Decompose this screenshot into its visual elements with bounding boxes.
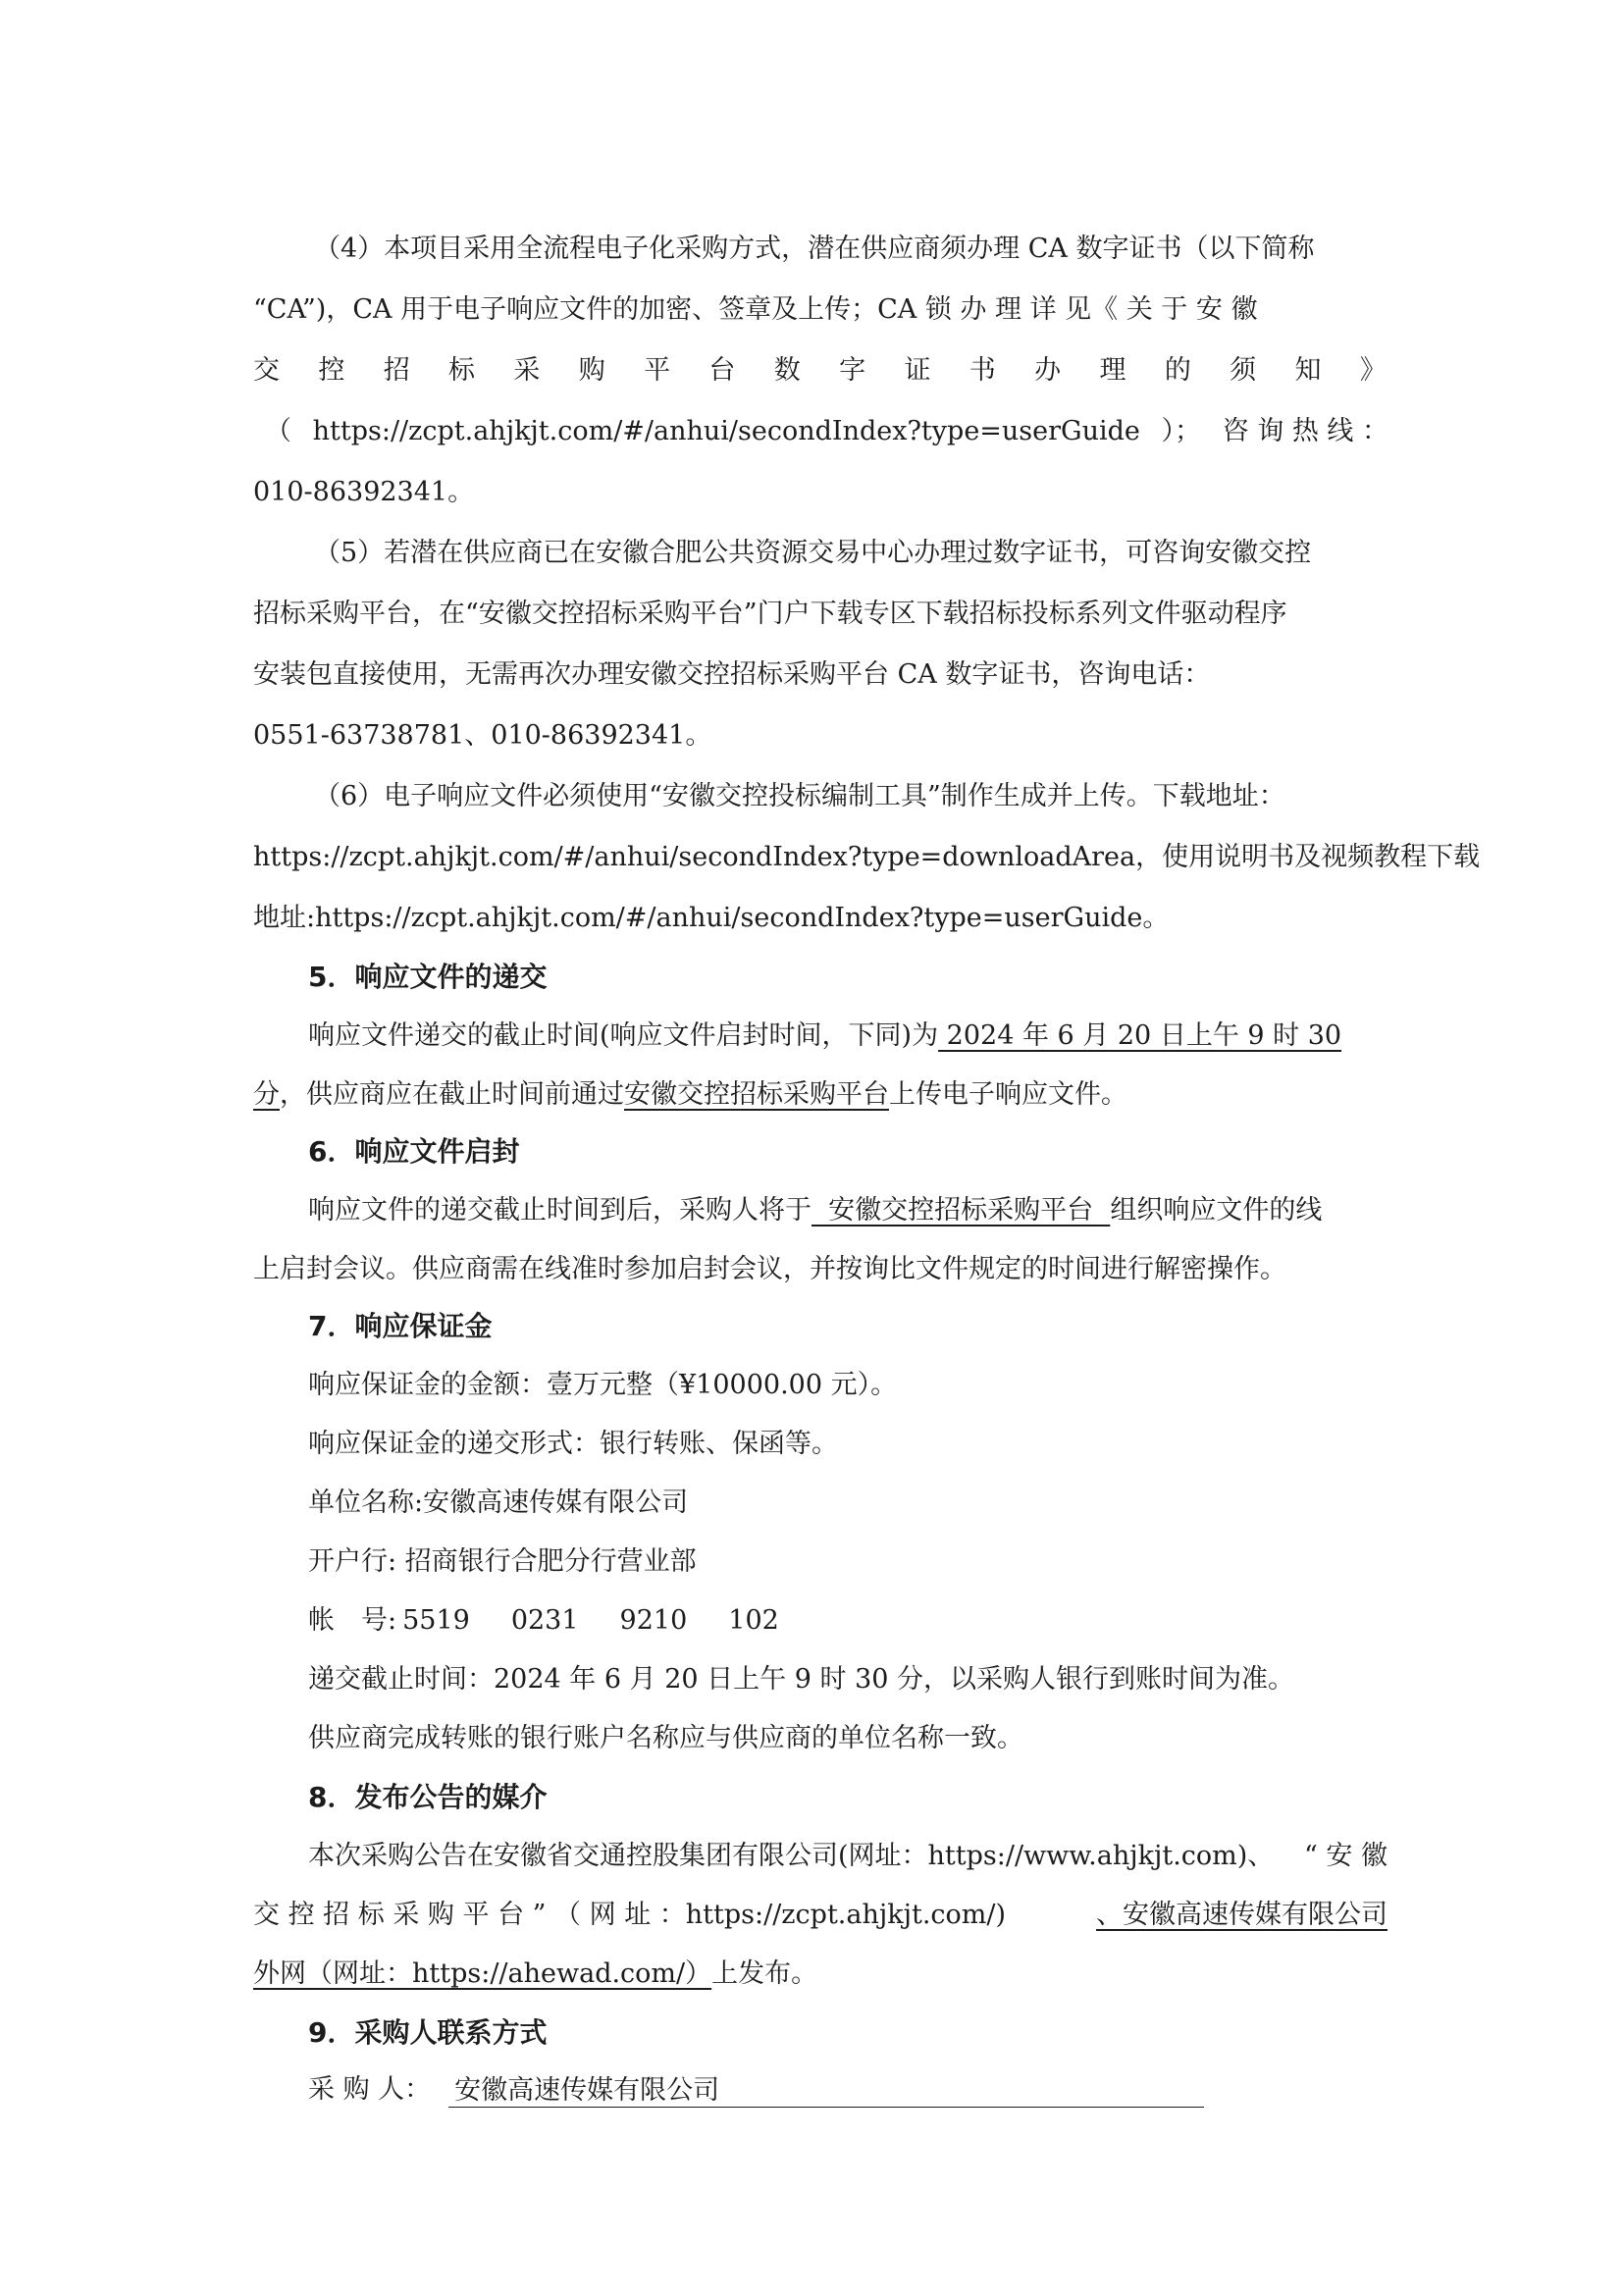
p5-line-2: 招标采购平台，在“安徽交控招标采购平台”门户下载专区下载招标投标系列文件驱动程序 (253, 599, 1287, 629)
p4-line-3-char: 平 (644, 355, 671, 386)
p4-line-3-char: 知 (1294, 355, 1322, 386)
p4-line-3-char: 证 (904, 355, 931, 386)
p4-line-1: （4）本项目采用全流程电子化采购方式，潜在供应商须办理 CA 数字证书（以下简称 (314, 234, 1315, 264)
s8-line-3-tail: 上发布。 (711, 1958, 818, 1989)
p4-line-3-char: 字 (839, 355, 866, 386)
p4-line-4-open: （ (265, 416, 291, 446)
deposit-amount: 响应保证金的金额：壹万元整（¥10000.00 元）。 (308, 1370, 898, 1400)
p4-line-3-char: 采 (513, 355, 541, 386)
s8-line-1 (308, 1839, 1387, 1874)
s6-line-1 (308, 1193, 1322, 1228)
user-guide-url[interactable]: https://zcpt.ahjkjt.com/#/anhui/secondIndex?type=userGuide (312, 416, 1140, 446)
s6-line-1-text: 响应文件的递交截止时间到后，采购人将于 (308, 1195, 812, 1226)
p4-line-3-char: 交 (253, 355, 280, 386)
deposit-form: 响应保证金的递交形式：银行转账、保函等。 (308, 1429, 838, 1459)
p4-line-3-char: 控 (318, 355, 345, 386)
purchaser-row (308, 2072, 1204, 2108)
p4-line-3-char: 理 (1099, 355, 1126, 386)
ahewad-url[interactable]: 外网（网址：https://ahewad.com/） (253, 1958, 712, 1989)
p5-line-4: 0551-63738781、010-86392341。 (253, 720, 712, 751)
p4-line-3-char: 办 (1034, 355, 1062, 386)
p4-line-3-char: 须 (1230, 355, 1257, 386)
s5-line-1 (308, 1018, 1341, 1054)
section-9-heading: 9．采购人联系方式 (308, 2016, 548, 2049)
p4-line-3-char: 招 (383, 355, 410, 386)
p4-line-3-char: 书 (969, 355, 996, 386)
hotline-label: 咨 询 热 线 ： (1222, 416, 1388, 446)
s6-line-1-tail: 组织响应文件的线 (1110, 1195, 1323, 1226)
s8-line-3 (253, 1957, 817, 1992)
p6-line-1: （6）电子响应文件必须使用“安徽交控投标编制工具”制作生成并上传。下载地址： (314, 781, 1285, 811)
deposit-note: 供应商完成转账的银行账户名称应与供应商的单位名称一致。 (308, 1723, 1023, 1753)
s5-line-2-tail: 上传电子响应文件。 (889, 1079, 1127, 1110)
p5-line-1: （5）若潜在供应商已在安徽合肥公共资源交易中心办理过数字证书，可咨询安徽交控 (314, 538, 1312, 568)
purchaser-label: 采 购 人： (308, 2074, 432, 2105)
account-number (308, 1603, 820, 1639)
opening-platform: 安徽交控招标采购平台 (812, 1195, 1111, 1226)
p4-line-5: 010-86392341。 (253, 477, 475, 507)
p4-line-2: “CA”)，CA 用于电子响应文件的加密、签章及上传；CA 锁 办 理 详 见《 关 于 安 徽 (253, 294, 1258, 325)
s6-line-2: 上启封会议。供应商需在线准时参加启封会议，并按询比文件规定的时间进行解密操作。 (253, 1254, 1286, 1284)
bank-name: 开户行: 招商银行合肥分行营业部 (308, 1546, 697, 1577)
account-part-1: 5519 (402, 1605, 470, 1636)
ahewad-company: 、安徽高速传媒有限公司 (1096, 1900, 1387, 1930)
p6-line-3: 地址:https://zcpt.ahjkjt.com/#/anhui/secondIndex?type=userGuide。 (253, 903, 1170, 933)
p5-line-3: 安装包直接使用，无需再次办理安徽交控招标采购平台 CA 数字证书，咨询电话： (253, 659, 1211, 690)
p4-line-4 (265, 414, 1388, 449)
p4-line-3-char: 台 (708, 355, 736, 386)
submission-deadline-end: 分 (253, 1079, 280, 1110)
section-5-heading: 5．响应文件的递交 (308, 961, 548, 993)
account-part-4: 102 (728, 1605, 779, 1636)
p4-line-3-char: 标 (448, 355, 476, 386)
s5-line-2-text: ，供应商应在截止时间前通过 (280, 1079, 624, 1110)
platform-name: 安徽交控招标采购平台 (624, 1079, 889, 1110)
p4-line-3 (253, 353, 1387, 389)
p4-line-4-close: ）； (1161, 416, 1202, 446)
submission-deadline: 2024 年 6 月 20 日上午 9 时 30 (938, 1020, 1342, 1051)
p4-line-3-char: 的 (1164, 355, 1191, 386)
account-part-2: 0231 (510, 1605, 579, 1636)
s8-line-2-text: 交 控 招 标 采 购 平 台 ” （ 网 址 ：https://zcpt.ahjkjt.com/) (253, 1900, 1007, 1930)
s5-line-2 (253, 1077, 1127, 1113)
purchaser-field (448, 2073, 1204, 2108)
section-6-heading: 6．响应文件启封 (308, 1135, 520, 1168)
p4-line-3-char: 购 (578, 355, 605, 386)
s8-line-2 (253, 1898, 1387, 1933)
section-7-heading: 7．响应保证金 (308, 1310, 493, 1342)
s8-line-1-text: 本次采购公告在安徽省交通控股集团有限公司(网址：https://www.ahjkjt.com)、 (308, 1841, 1275, 1871)
unit-name: 单位名称:安徽高速传媒有限公司 (308, 1487, 689, 1518)
s5-line-1-text: 响应文件递交的截止时间(响应文件启封时间，下同)为 (308, 1020, 939, 1051)
account-label: 帐 号: (308, 1605, 397, 1636)
p6-line-2: https://zcpt.ahjkjt.com/#/anhui/secondIndex?type=downloadArea，使用说明书及视频教程下载 (253, 842, 1481, 872)
deposit-deadline: 递交截止时间：2024 年 6 月 20 日上午 9 时 30 分，以采购人银行到账时间为准。 (308, 1664, 1295, 1695)
account-part-3: 9210 (619, 1605, 688, 1636)
s8-line-1-tail: “ 安 徽 (1304, 1841, 1387, 1871)
p4-line-3-char: 》 (1359, 355, 1387, 386)
p4-line-3-char: 数 (773, 355, 801, 386)
purchaser-value: 安徽高速传媒有限公司 (454, 2075, 720, 2106)
section-8-heading: 8．发布公告的媒介 (308, 1781, 548, 1813)
